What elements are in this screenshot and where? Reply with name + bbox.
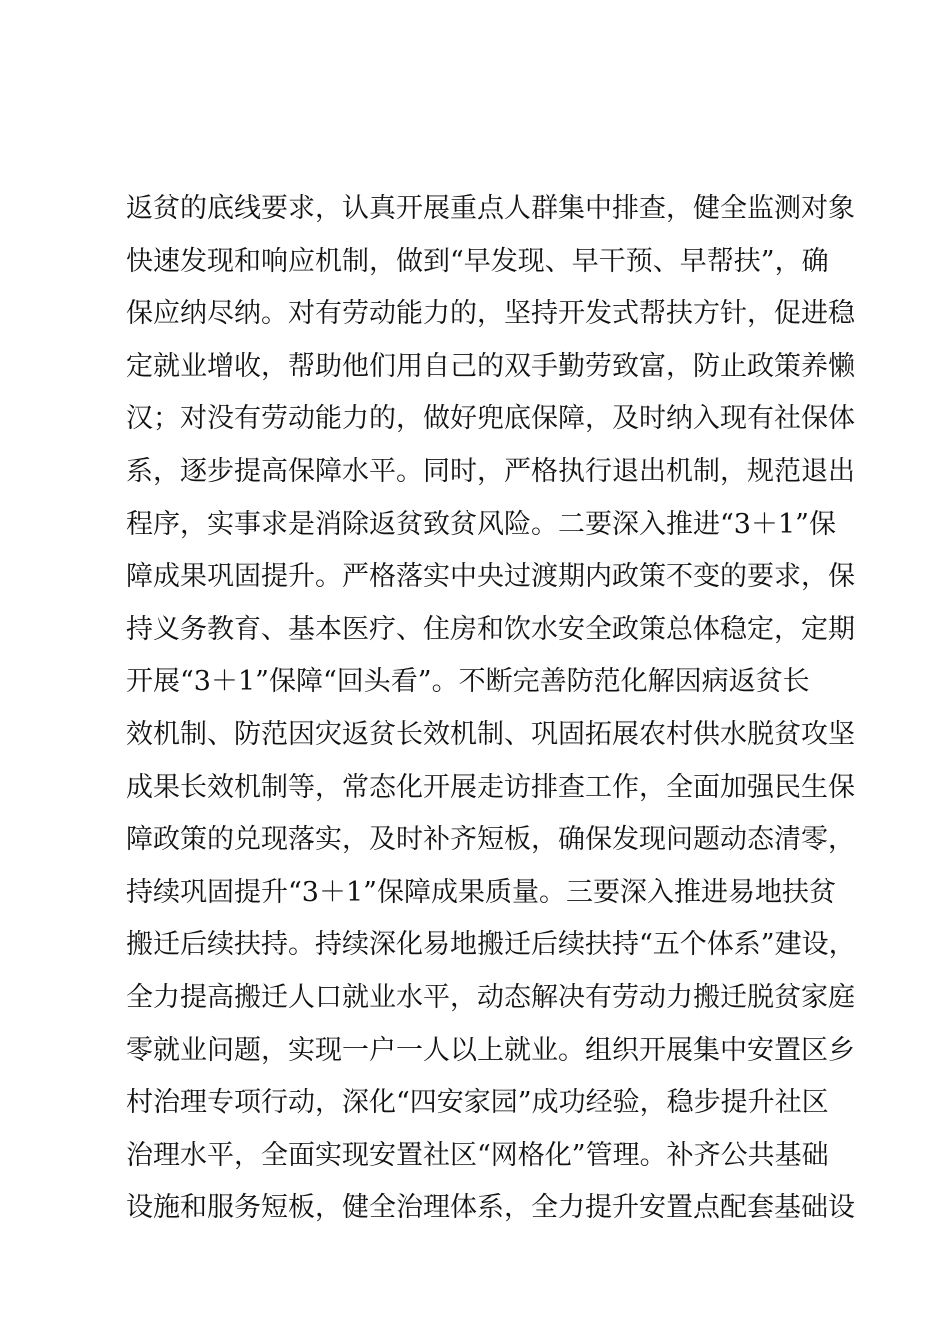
text-line-6: 系，逐步提高保障水平。同时，严格执行退出机制，规范退出 [126,455,855,487]
text-line-10: 开展“3＋1”保障“回头看”。不断完善防范化解因病返贫长 [126,666,810,698]
text-line-20: 设施和服务短板，健全治理体系，全力提升安置点配套基础设 [126,1192,855,1224]
text-line-18: 村治理专项行动，深化“四安家园”成功经验，稳步提升社区 [126,1087,829,1119]
text-line-12: 成果长效机制等，常态化开展走访排查工作，全面加强民生保 [126,771,855,803]
text-line-17: 零就业问题，实现一户一人以上就业。组织开展集中安置区乡 [126,1034,855,1066]
text-line-5: 汉；对没有劳动能力的，做好兜底保障，及时纳入现有社保体 [126,403,855,435]
text-line-8: 障成果巩固提升。严格落实中央过渡期内政策不变的要求，保 [126,561,855,593]
text-line-19: 治理水平，全面实现安置社区“网格化”管理。补齐公共基础 [126,1139,829,1171]
text-line-2: 快速发现和响应机制，做到“早发现、早干预、早帮扶”，确 [126,245,829,277]
body-text [126,183,856,1235]
text-line-3: 保应纳尽纳。对有劳动能力的，坚持开发式帮扶方针，促进稳 [126,298,855,330]
text-line-11: 效机制、防范因灾返贫长效机制、巩固拓展农村供水脱贫攻坚 [126,718,855,750]
text-line-1: 返贫的底线要求，认真开展重点人群集中排查，健全监测对象 [126,193,855,224]
text-line-15: 搬迁后续扶持。持续深化易地搬迁后续扶持“五个体系”建设， [126,929,856,961]
text-line-16: 全力提高搬迁人口就业水平，动态解决有劳动力搬迁脱贫家庭 [126,981,855,1013]
text-line-13: 障政策的兑现落实，及时补齐短板，确保发现问题动态清零， [126,824,855,856]
text-line-14: 持续巩固提升“3＋1”保障成果质量。三要深入推进易地扶贫 [126,876,836,908]
text-line-4: 定就业增收，帮助他们用自己的双手勤劳致富，防止政策养懒 [126,350,855,382]
text-line-7: 程序，实事求是消除返贫致贫风险。二要深入推进“3＋1”保 [126,508,836,540]
text-line-9: 持义务教育、基本医疗、住房和饮水安全政策总体稳定，定期 [126,613,855,645]
